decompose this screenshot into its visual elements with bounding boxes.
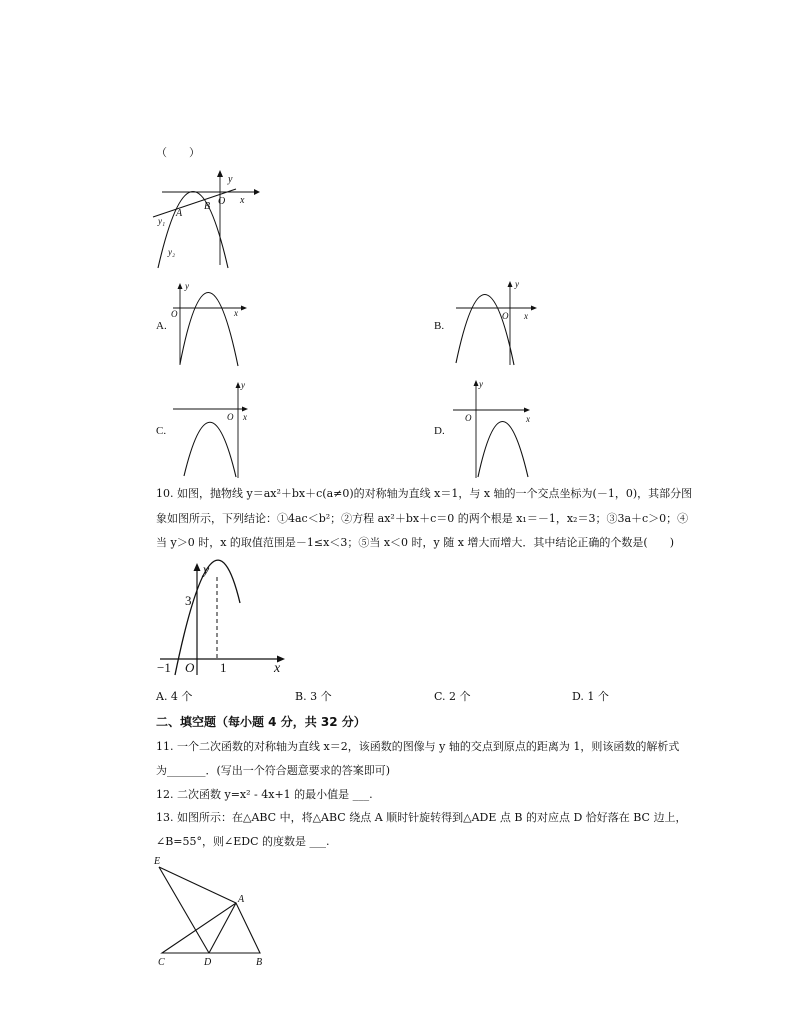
q10-x-tick-neg1: −1	[157, 660, 171, 675]
section-2-heading: 二、填空题（每小题 4 分，共 32 分）	[156, 715, 366, 729]
q9-option-d-label[interactable]: D.	[434, 425, 445, 437]
q13-text-line1: 13. 如图所示：在△ABC 中，将△ABC 绕点 A 顺时针旋转得到△ADE 点 B 的对应点 D 恰好落在 BC 边上，	[156, 811, 687, 824]
q9-c-x-label: x	[243, 412, 247, 422]
q10-y-axis-label: y	[203, 563, 210, 578]
q10-choice-b[interactable]: B. 3 个	[295, 690, 332, 703]
q10-text-line3: 当 y＞0 时，x 的取值范围是－1≤x＜3；⑤当 x＜0 时，y 随 x 增大而增大．其中结论正确的个数是( )	[156, 536, 675, 549]
q9-a-x-label: x	[234, 308, 238, 318]
q10-choice-d[interactable]: D. 1 个	[572, 690, 609, 703]
q9-b-y-label: y	[515, 279, 519, 289]
q13-point-c: C	[158, 957, 165, 968]
q9-point-a: A	[176, 208, 183, 219]
q12-text: 12. 二次函数 y=x² - 4x+1 的最小值是 ___.	[156, 788, 373, 801]
q10-x-axis-label: x	[274, 661, 281, 676]
q9-option-c-graph[interactable]	[168, 378, 258, 478]
q13-point-b: B	[256, 957, 263, 968]
q9-line-y1-label: y₁	[158, 216, 166, 226]
q13-triangle-figure	[150, 852, 275, 972]
q9-y-axis-label: y	[228, 174, 233, 185]
q10-choice-a[interactable]: A. 4 个	[156, 690, 193, 703]
q10-choice-c[interactable]: C. 2 个	[434, 690, 471, 703]
q11-text-line2: 为_______．(写出一个符合题意要求的答案即可)	[156, 764, 391, 777]
q9-b-origin: O	[502, 311, 509, 321]
q9-option-b-label[interactable]: B.	[434, 320, 445, 332]
q9-x-axis-label: x	[240, 195, 245, 206]
q10-x-tick-1: 1	[220, 660, 227, 675]
q10-figure	[155, 560, 290, 680]
q9-d-y-label: y	[479, 379, 483, 389]
q9-a-origin: O	[171, 309, 178, 319]
q10-text-line1: 10. 如图，抛物线 y＝ax²＋bx＋c(a≠0)的对称轴为直线 x＝1，与 x 轴的一个交点坐标为(－1，0)，其部分图	[156, 487, 693, 500]
q13-point-d: D	[204, 957, 212, 968]
q9-c-origin: O	[227, 412, 234, 422]
q13-point-e: E	[154, 856, 161, 867]
q9-option-d-graph[interactable]	[450, 378, 540, 478]
q9-option-a-graph[interactable]	[168, 280, 258, 370]
q10-text-line2: 象如图所示，下列结论：①4ac＜b²；②方程 ax²＋bx＋c＝0 的两个根是 x₁＝－1，x₂＝3；③3a＋c＞0；④	[156, 512, 689, 525]
q9-option-c-label[interactable]: C.	[156, 425, 167, 437]
q9-point-b: B	[204, 201, 211, 212]
q9-d-origin: O	[465, 413, 472, 423]
q10-origin-label: O	[185, 660, 195, 675]
q9-answer-paren: （ ）	[156, 146, 200, 159]
q9-b-x-label: x	[524, 311, 528, 321]
q11-text-line1: 11. 一个二次函数的对称轴为直线 x＝2，该函数的图像与 y 轴的交点到原点的距离为 1，则该函数的解析式	[156, 740, 680, 753]
q9-c-y-label: y	[241, 380, 245, 390]
q9-option-b-graph[interactable]	[448, 275, 543, 370]
q9-origin-label: O	[218, 196, 226, 207]
q13-point-a: A	[238, 894, 245, 905]
q9-d-x-label: x	[526, 414, 530, 424]
q9-a-y-label: y	[185, 281, 189, 291]
q9-curve-y2-label: y₂	[168, 247, 176, 257]
q13-text-line2: ∠B=55°，则∠EDC 的度数是 ___.	[156, 835, 330, 848]
q9-option-a-label[interactable]: A.	[156, 320, 167, 332]
q10-y-tick-3: 3	[185, 593, 192, 608]
q9-figure	[150, 165, 260, 270]
